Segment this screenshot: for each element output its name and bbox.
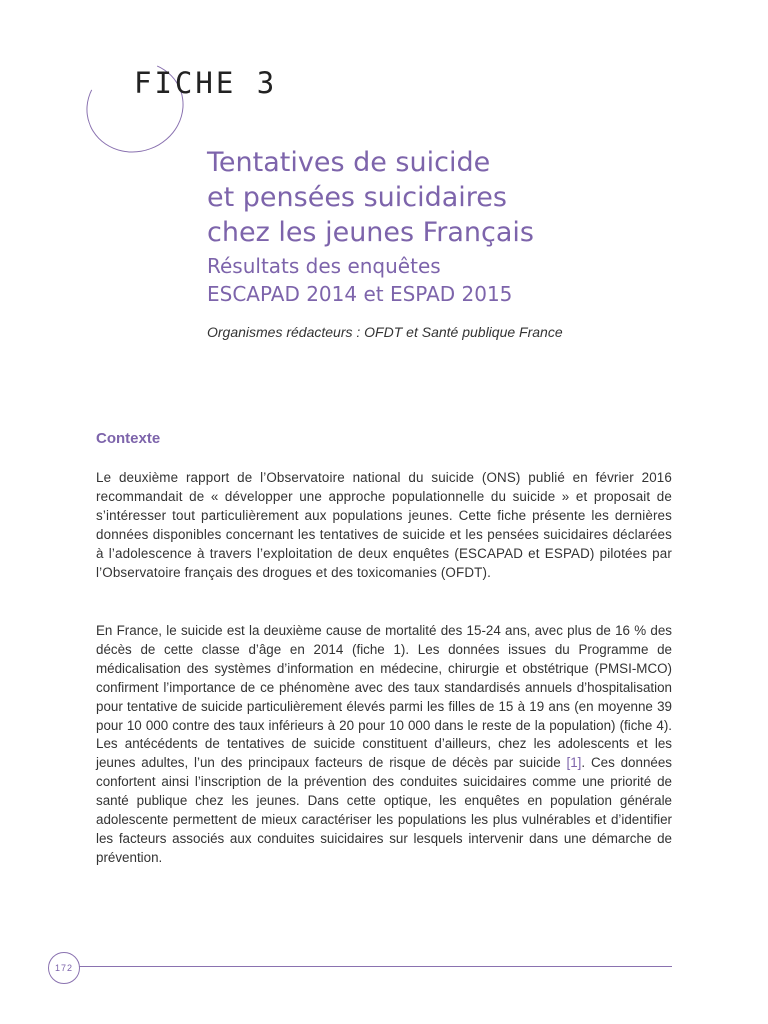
title-line-1: Tentatives de suicide bbox=[207, 147, 491, 178]
paragraph-2-part-2: . Ces données confortent ainsi l’inscription de la prévention des conduites suicidaires comme une priorité de santé publique chez les jeunes. Dans cette optique, les enquêtes en population générale adolescente permettent de mieux caractériser les populations les plus vulnérables et d’identifier les facteurs associés aux conduites suicidaires sur lesquels intervenir dans une démarche de prévention. bbox=[96, 755, 672, 865]
page-number: 172 bbox=[48, 952, 80, 984]
title-block bbox=[207, 145, 707, 340]
fiche-label: FICHE 3 bbox=[134, 66, 278, 100]
subtitle-line-2: ESCAPAD 2014 et ESPAD 2015 bbox=[207, 282, 513, 306]
paragraph-2-part-1: En France, le suicide est la deuxième cause de mortalité des 15-24 ans, avec plus de 16 % des décès de cette classe d’âge en 2014 (fiche 1). Les données issues du Programme de médicalisation des systèmes d’information en médecine, chirurgie et obstétrique (PMSI-MCO) confirment l’importance de ce phénomène avec des taux standardisés annuels d’hospitalisation pour tentative de suicide particulièrement élevés parmi les filles de 15 à 19 ans (en moyenne 39 pour 10 000 contre des taux inférieurs à 20 pour 10 000 dans le reste de la population) (fiche 4). Les antécédents de tentatives de suicide constituent d’ailleurs, chez les adolescents et les jeunes adultes, l’un des principaux facteurs de risque de décès par suicide bbox=[96, 623, 672, 771]
authors-line: Organismes rédacteurs : OFDT et Santé publique France bbox=[207, 324, 563, 340]
paragraph-1: Le deuxième rapport de l’Observatoire national du suicide (ONS) publié en février 2016 recommandait de « développer une approche populationnelle du suicide » et proposait de s’intéresser tout particulièrement aux populations jeunes. Cette fiche présente les dernières données disponibles concernant les tentatives de suicide et les pensées suicidaires déclarées à l’adolescence à travers l’exploitation de deux enquêtes (ESCAPAD et ESPAD) pilotées par l’Observatoire français des drogues et des toxicomanies (OFDT). bbox=[96, 470, 672, 580]
page-subtitle bbox=[207, 252, 707, 308]
section-heading: Contexte bbox=[96, 430, 161, 447]
page-title bbox=[207, 145, 707, 250]
reference-link[interactable]: [1] bbox=[566, 755, 582, 771]
title-line-2: et pensées suicidaires bbox=[207, 182, 507, 213]
subtitle-line-1: Résultats des enquêtes bbox=[207, 254, 441, 278]
paragraph-2 bbox=[96, 622, 672, 868]
title-line-3: chez les jeunes Français bbox=[207, 217, 534, 248]
footer-divider bbox=[79, 966, 672, 967]
